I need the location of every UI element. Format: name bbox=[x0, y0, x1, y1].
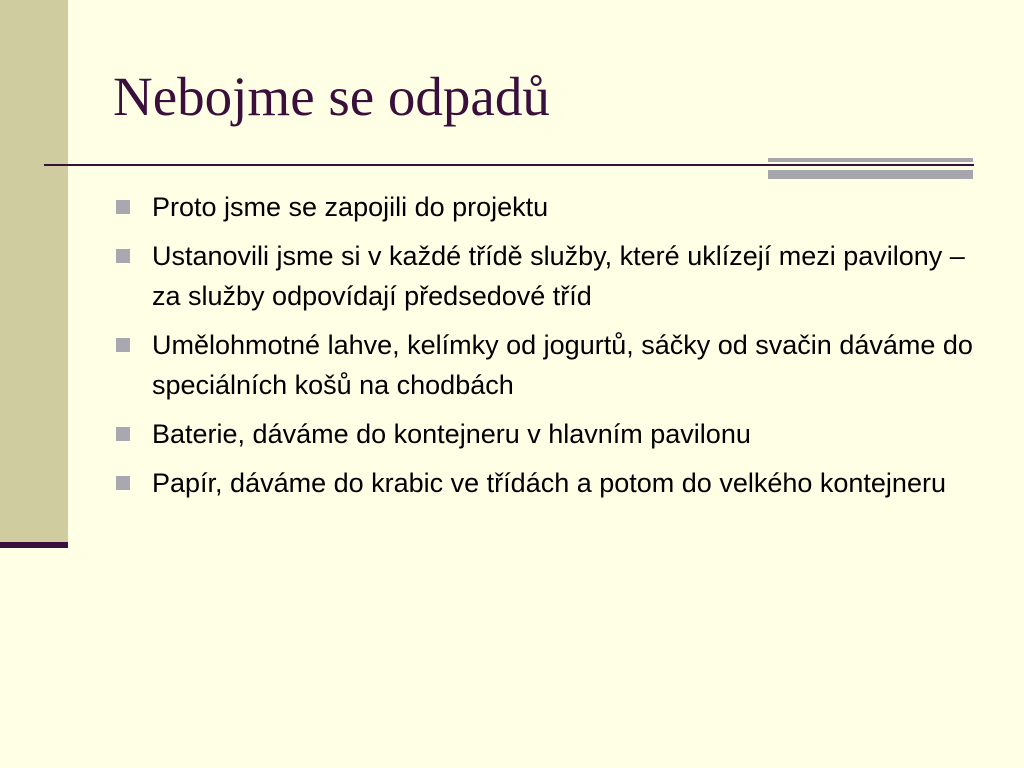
bullet-text: Baterie, dáváme do kontejneru v hlavním pavilonu bbox=[152, 419, 751, 449]
title-divider-line bbox=[44, 164, 974, 166]
left-band-footer-bar bbox=[0, 542, 68, 548]
bullet-text: Ustanovili jsme si v každé třídě služby, které uklízejí mezi pavilony – za služby odpovídají předsedové tříd bbox=[152, 241, 965, 311]
left-decorative-band bbox=[0, 0, 68, 543]
bullet-item bbox=[115, 236, 995, 316]
bullet-text: Umělohmotné lahve, kelímky od jogurtů, sáčky od svačin dáváme do speciálních košů na chodbách bbox=[152, 330, 973, 400]
bullet-text: Proto jsme se zapojili do projektu bbox=[152, 192, 549, 222]
square-bullet-icon bbox=[116, 249, 130, 263]
bullet-item bbox=[115, 187, 995, 227]
bullet-item bbox=[115, 325, 995, 405]
bullet-text: Papír, dáváme do krabic ve třídách a potom do velkého kontejneru bbox=[152, 468, 946, 498]
bullet-list bbox=[115, 187, 995, 512]
divider-accent-bar-bottom bbox=[768, 170, 973, 179]
square-bullet-icon bbox=[116, 427, 130, 441]
square-bullet-icon bbox=[116, 476, 130, 490]
bullet-item bbox=[115, 414, 995, 454]
bullet-item bbox=[115, 463, 995, 503]
slide-title: Nebojme se odpadů bbox=[113, 66, 550, 127]
square-bullet-icon bbox=[116, 200, 130, 214]
square-bullet-icon bbox=[116, 338, 130, 352]
divider-accent-bar-top bbox=[768, 158, 973, 162]
